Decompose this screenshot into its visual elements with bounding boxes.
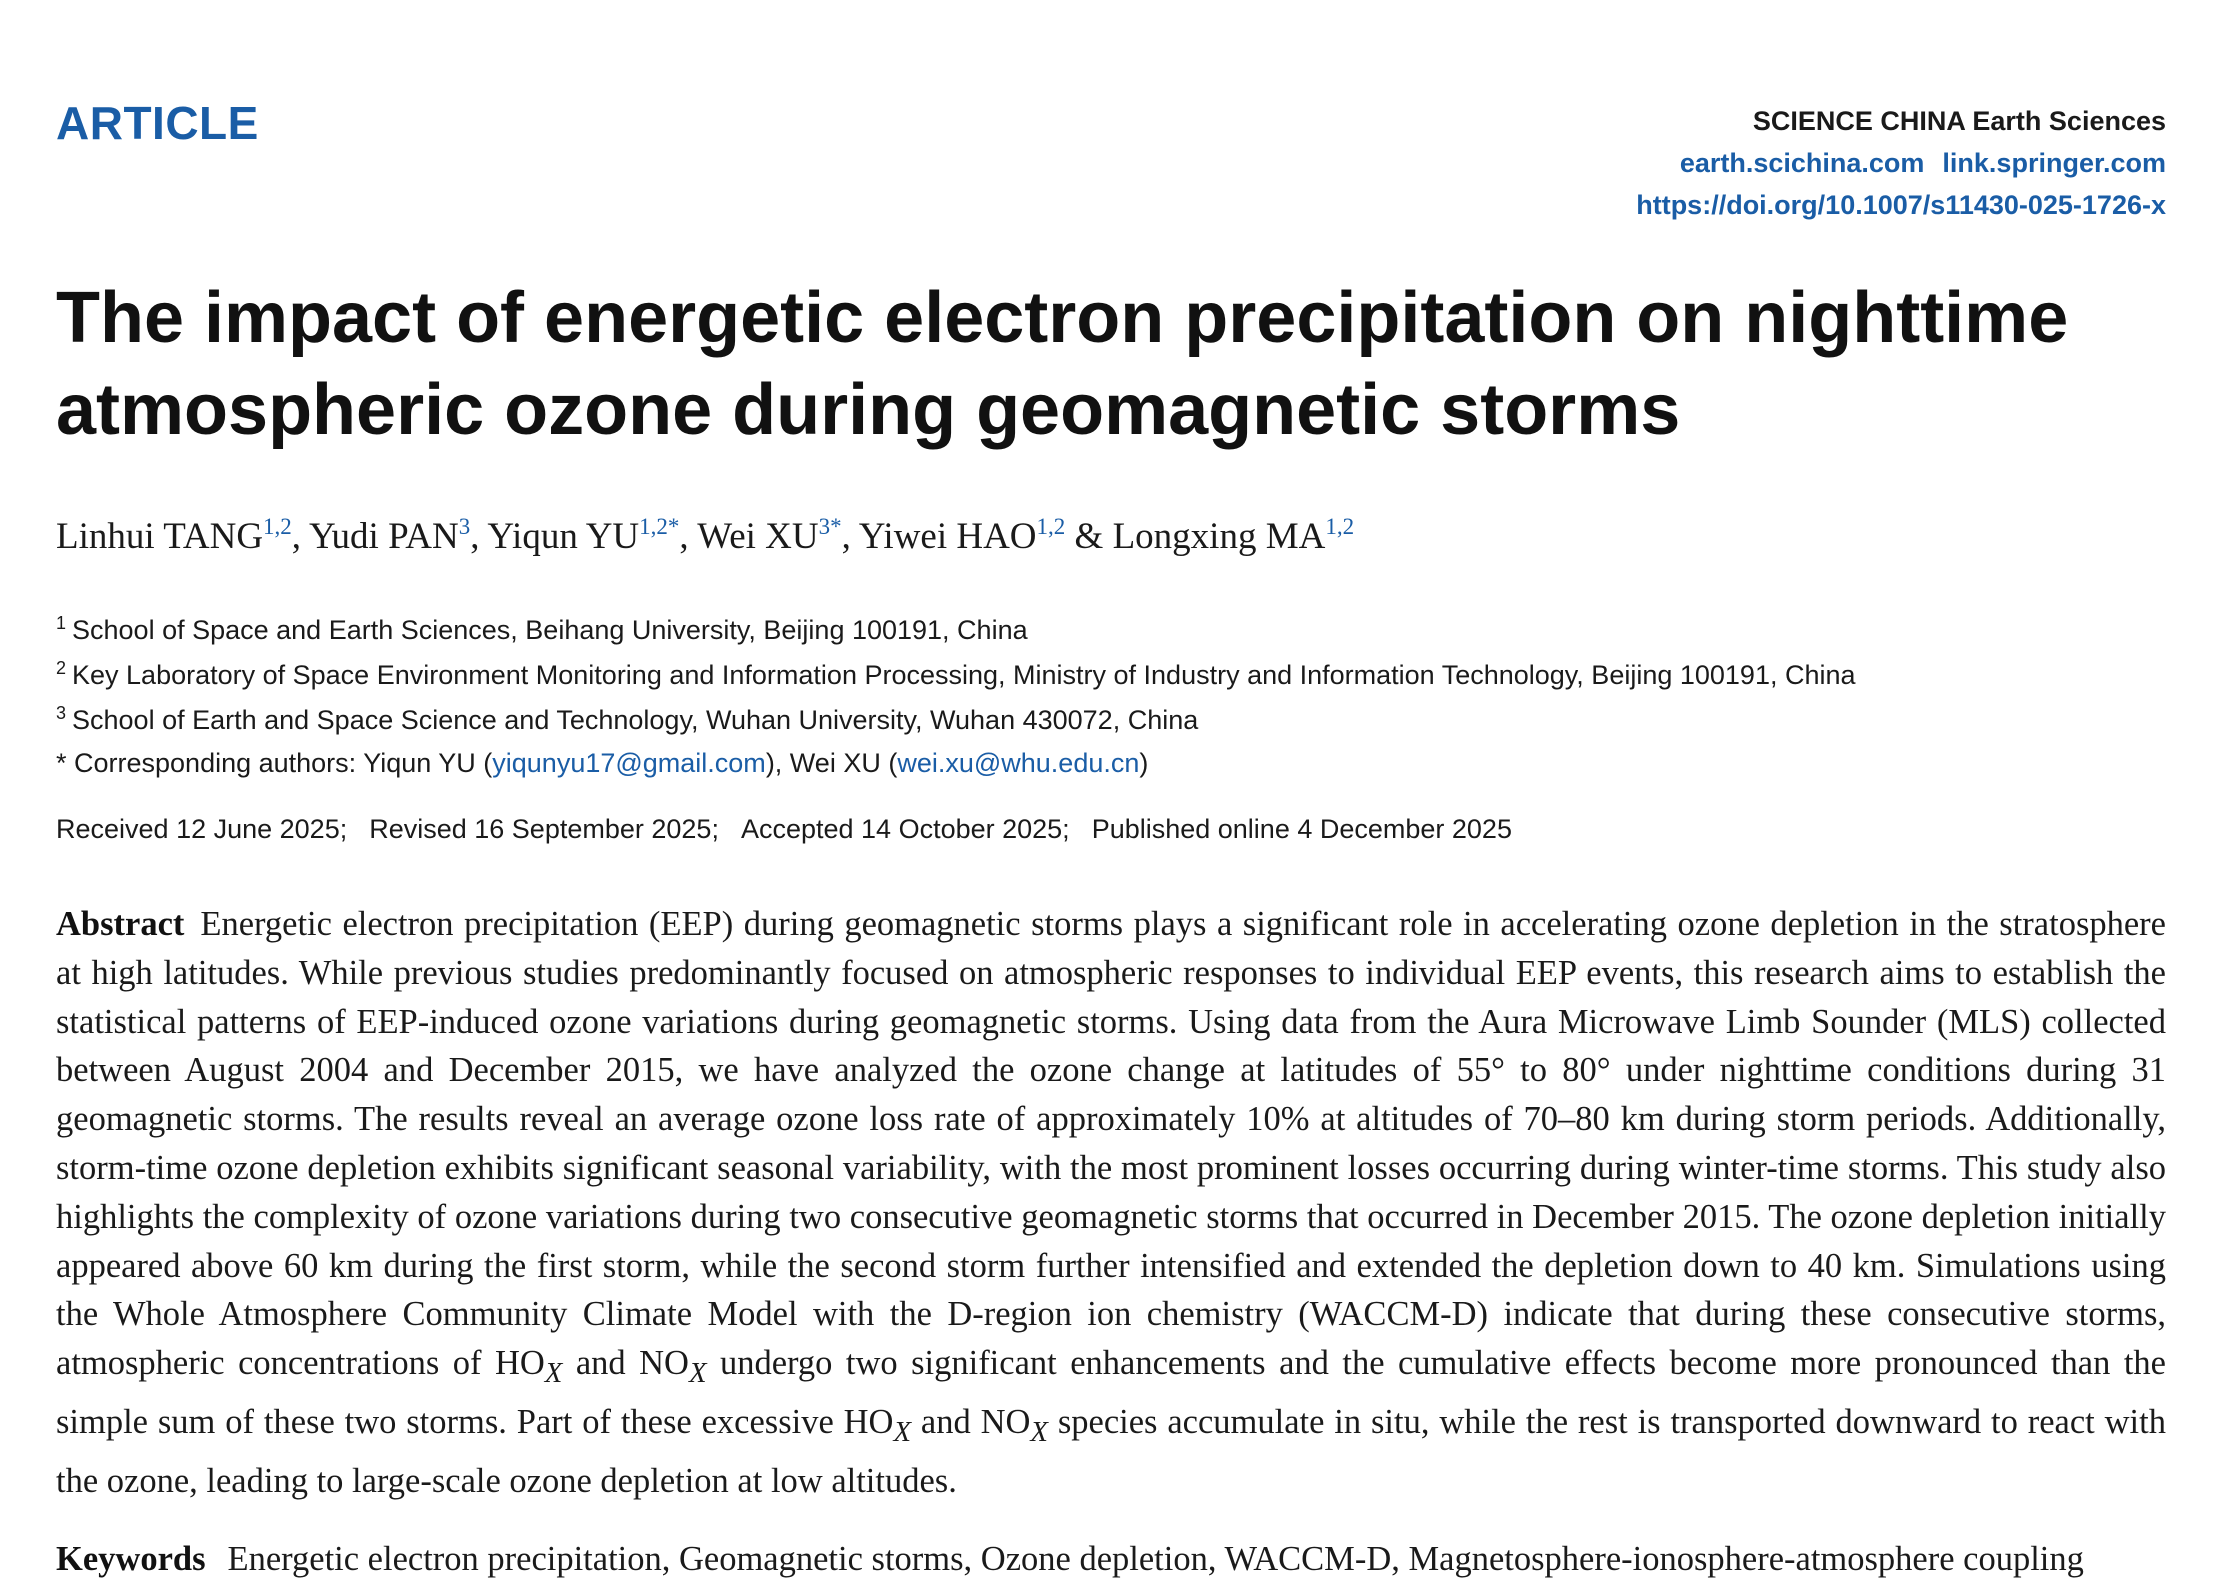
- affiliation-item: $^3$ School of Earth and Space Science and Technology, Wuhan University, Wuhan 430072, China: [56, 703, 1199, 735]
- author-affiliation-ref[interactable]: 1,2: [1036, 514, 1066, 539]
- journal-name: SCIENCE CHINA Earth Sciences: [1752, 106, 2166, 136]
- corresponding-authors: * Corresponding authors: Yiqun YU (yiqunyu17@gmail.com), Wei XU (wei.xu@whu.edu.cn): [56, 748, 1149, 778]
- journal-info: [1636, 100, 2166, 226]
- paper-title: The impact of energetic electron precipitation on nighttime atmospheric ozone during geomagnetic storms: [56, 278, 2069, 450]
- keywords-label: Keywords: [56, 1540, 206, 1578]
- author-affiliation-ref[interactable]: 3*: [818, 514, 842, 539]
- email-link-yu[interactable]: yiqunyu17@gmail.com: [492, 748, 766, 778]
- affiliation-item: $^1$ School of Space and Earth Sciences, Beihang University, Beijing 100191, China: [56, 613, 1028, 645]
- author-name: Yiwei HAO: [858, 516, 1037, 557]
- revised-date: Revised 16 September 2025;: [369, 814, 719, 844]
- springer-link[interactable]: link.springer.com: [1942, 148, 2166, 178]
- author-name: Longxing MA: [1112, 516, 1326, 557]
- author-affiliation-ref[interactable]: 3: [458, 514, 471, 539]
- received-date: Received 12 June 2025;: [56, 814, 348, 844]
- author-name: Yudi PAN: [308, 516, 459, 557]
- author-list: Linhui TANG$^{1,2}$, Yudi PAN$^3$, Yiqun $YU^{1,2*}$, Wei $XU^{3*}$, Yiwei HAO$^{1,2}$ & Longxing MA$^{1,2}$: [56, 514, 1355, 557]
- accepted-date: Accepted 14 October 2025;: [740, 814, 1070, 844]
- author-affiliation-ref[interactable]: 1,2: [263, 514, 292, 539]
- author-affiliation-ref[interactable]: 1,2*: [639, 514, 680, 539]
- author-affiliation-ref[interactable]: 1,2: [1325, 514, 1355, 539]
- abstract: Abstract Energetic electron precipitation (EEP) during geomagnetic storms plays a significant role in accelerating ozone depletion in the stratosphere at high latitudes. While previous studies predominantly focused on atmospheric responses to individual EEP events, this research aims to establish the statistical patterns of EEP-induced ozone variations during geomagnetic storms. Using data from the Aura Microwave Limb Sounder (MLS) collected between August 2004 and December 2015, we have analyzed the ozone change at latitudes of 55° to 80° under nighttime conditions during 31 geomagnetic storms. The results reveal an average ozone loss rate of approximately 10% at altitudes of 70–80 km during storm periods. Additionally, storm-time ozone depletion exhibits significant seasonal variability, with the most prominent losses occurring during winter-time storms. This study also highlights the complexity of ozone variations during two consecutive geomagnetic storms that occurred in December 2015. The ozone depletion initially appeared above 60 km during the first storm, while the second storm further intensified and extended the depletion down to 40 km. Simulations using the Whole Atmosphere Community Climate Model with the D-region ion chemistry (WACCM-D) indicate that during these consecutive storms, atmospheric concentrations of $HO_X$ and $NO_X$ undergo two significant enhancements and the cumulative effects become more pronounced than the simple sum of these two storms. Part of these excessive $HO_X$ and $NO_X$ species accumulate in situ, while the rest is transported downward to react with the ozone, leading to large-scale ozone depletion at low altitudes.: [56, 905, 2166, 1500]
- article-label: ARTICLE: [56, 97, 259, 149]
- keywords-text: Energetic electron precipitation, Geomagnetic storms, Ozone depletion, WACCM-D, Magnetosphere-ionosphere-atmosphere coupling: [227, 1540, 2084, 1578]
- affiliation-list: [56, 604, 1856, 739]
- affiliation-item: $^2$ Key Laboratory of Space Environment Monitoring and Information Processing, Ministry of Industry and Information Technology, Beijing 100191, China: [56, 658, 1856, 690]
- author-name: Yiqun YU: [487, 516, 640, 557]
- doi-link[interactable]: https://doi.org/10.1007/s11430-025-1726-x: [1636, 190, 2166, 220]
- author-name: Wei XU: [697, 516, 819, 557]
- journal-site-link[interactable]: earth.scichina.com: [1679, 148, 1925, 178]
- email-link-xu[interactable]: wei.xu@whu.edu.cn: [897, 748, 1140, 778]
- publication-dates: [56, 814, 1512, 845]
- abstract-label: Abstract: [56, 905, 185, 943]
- published-date: Published online 4 December 2025: [1091, 814, 1512, 844]
- author-name: Linhui TANG: [56, 516, 264, 557]
- keywords: [56, 1540, 2166, 1579]
